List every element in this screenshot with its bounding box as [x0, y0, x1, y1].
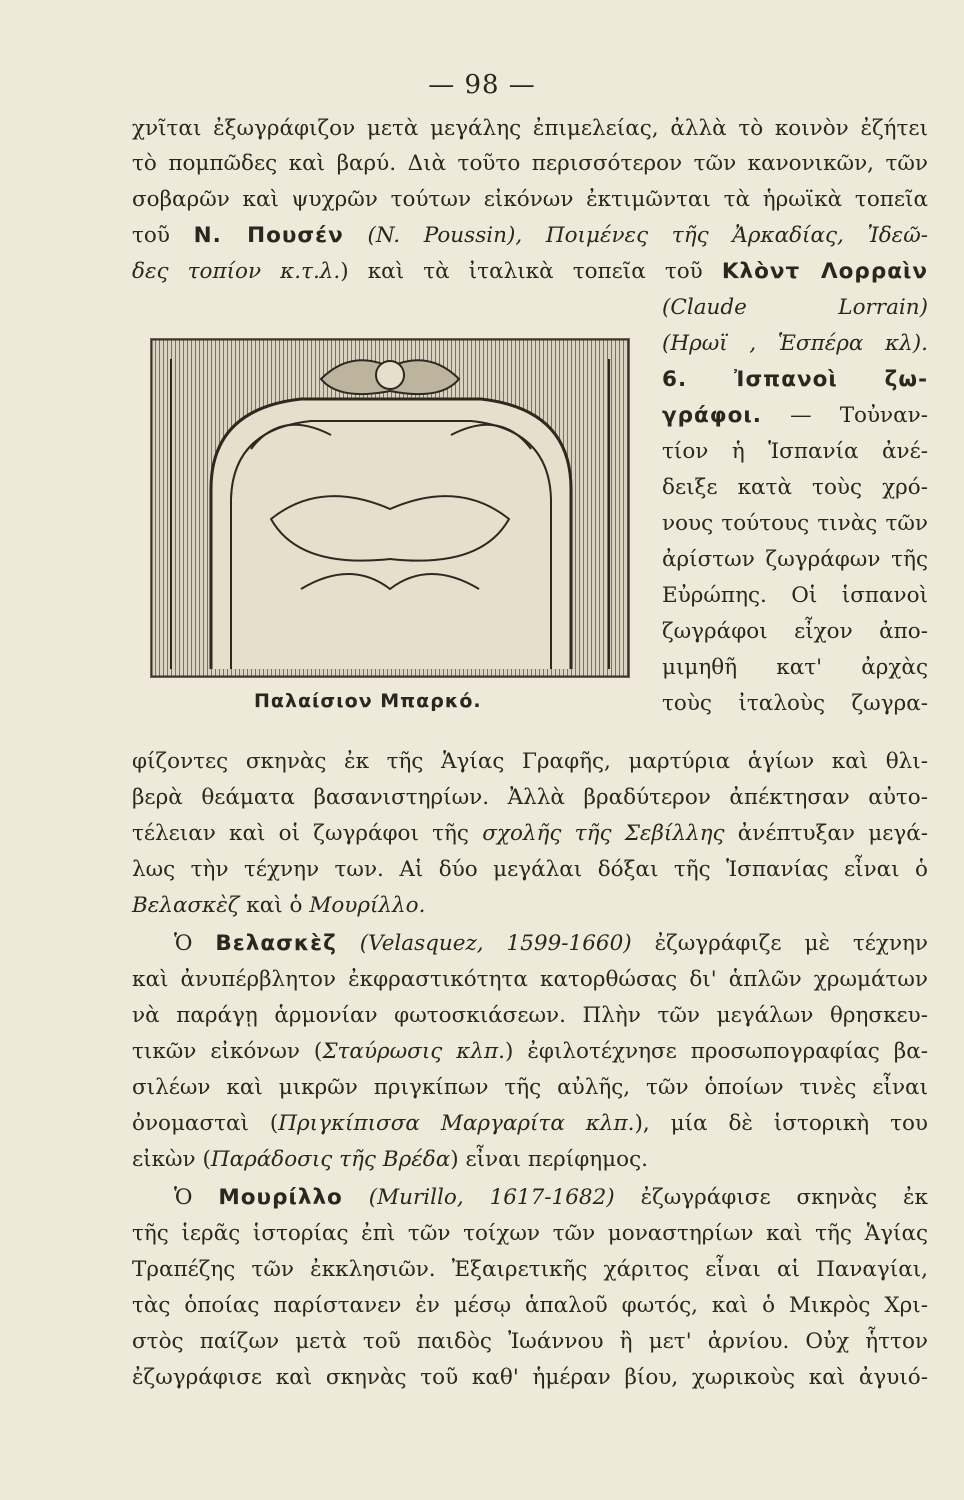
figure-caption: Παλαίσιον Μπαρκό.: [254, 690, 482, 712]
text: τικῶν εἰκόνων (: [132, 1039, 323, 1064]
text-italic: δες τοπίον κ.τ.λ.: [132, 259, 341, 284]
text: ) καὶ τὰ ἰταλικὰ τοπεῖα τοῦ: [340, 259, 703, 284]
text-line: [132, 817, 928, 851]
text-line: τὸ πομπῶδες καὶ βαρύ. Διὰ τοῦτο περισσότερον τῶν κανονικῶν, τῶν: [132, 151, 928, 176]
text: ) ἐφιλοτέχνησε προσωπογραφίας βα-: [505, 1039, 928, 1064]
text-line: [132, 1143, 648, 1177]
name-bold: Ν. Πουσέν: [193, 223, 344, 248]
text: ἐζωγράφισε σκηνὰς ἐκ: [640, 1185, 928, 1210]
text-italic: Παράδοσις τῆς Βρέδα: [210, 1147, 451, 1172]
name-bold: Κλὸντ Λορραὶν: [721, 259, 929, 284]
text-line: δειξε κατὰ τοὺς χρό-: [662, 475, 928, 500]
text-line: καὶ ἀνυπέρβλητον ἐκφραστικότητα κατορθώσας δι' ἁπλῶν χρωμάτων: [132, 967, 928, 992]
text-line: [132, 219, 928, 253]
text: ἀνέπτυξαν μεγά-: [737, 821, 928, 846]
text-line: τοὺς ἰταλοὺς ζωγρα-: [662, 691, 928, 716]
text-line: χνῖται ἐξωγράφιζον μετὰ μεγάλης ἐπιμελείας, ἀλλὰ τὸ κοινὸν ἐζήτει: [132, 116, 928, 141]
text-italic: σχολῆς τῆς Σεβίλλης: [482, 821, 725, 846]
text-line: (Claude Lorrain): [662, 295, 928, 320]
text-line: [132, 1107, 928, 1141]
text-line: σιλέων καὶ μικρῶν πριγκίπων τῆς αὐλῆς, τῶν ὁποίων τινὲς εἶναι: [132, 1075, 928, 1100]
text-line: [662, 399, 928, 433]
text-line: ἐζωγράφισε καὶ σκηνὰς τοῦ καθ' ἡμέραν βίου, χωρικοὺς καὶ ἀγυιό-: [132, 1365, 928, 1390]
text-line: τίον ἡ Ἱσπανία ἀνέ-: [662, 439, 928, 464]
text-line: [174, 927, 928, 961]
text-line: στὸς παίζων μετὰ τοῦ παιδὸς Ἰωάννου ἢ μετ' ἀρνίου. Οὐχ ἧττον: [132, 1329, 928, 1354]
text-italic: (Velasquez, 1599-1660): [359, 931, 632, 956]
text-italic: Πριγκίπισσα Μαργαρίτα κλπ.: [278, 1111, 635, 1136]
text-line: σοβαρῶν καὶ ψυχρῶν τούτων εἰκόνων ἐκτιμῶνται τὰ ἡρωϊκὰ τοπεῖα: [132, 187, 928, 212]
text-italic: Μουρίλλο.: [309, 893, 426, 918]
text-line: Εὐρώπης. Οἱ ἱσπανοὶ: [662, 583, 928, 608]
name-bold: Μουρίλλο: [218, 1185, 343, 1210]
text-line: νὰ παράγῃ ἁρμονίαν φωτοσκιάσεων. Πλὴν τῶν μεγάλων θρησκευ-: [132, 1003, 928, 1028]
text-line: ζωγράφοι εἶχον ἀπο-: [662, 619, 928, 644]
text-line: (Ηρωϊ , Ἑσπέρα κλ).: [662, 331, 928, 356]
text-line: [132, 1035, 928, 1069]
text-line: [132, 889, 425, 923]
text: Ὁ: [174, 1185, 193, 1210]
text-line: τὰς ὁποίας παρίστανεν ἐν μέσῳ ἁπαλοῦ φωτός, καὶ ὁ Μικρὸς Χρι-: [132, 1293, 928, 1318]
section-heading: 6. Ἰσπανοὶ ζω-: [662, 367, 928, 392]
text-line: λως τὴν τέχνην των. Αἱ δύο μεγάλαι δόξαι τῆς Ἱσπανίας εἶναι ὁ: [132, 857, 928, 882]
text: τέλειαν καὶ οἱ ζωγράφοι τῆς: [132, 821, 469, 846]
text: τοῦ: [132, 223, 170, 248]
text: ὀνομασταὶ (: [132, 1111, 279, 1136]
text: ), μία δὲ ἱστορικὴ του: [634, 1111, 928, 1136]
text: ἐζωγράφιζε μὲ τέχνην: [654, 931, 928, 956]
ornate-frame-drawing: [151, 339, 629, 677]
text-italic: (Murillo, 1617-1682): [368, 1185, 615, 1210]
text-line: τῆς ἱερᾶς ἱστορίας ἐπὶ τῶν τοίχων τῶν μοναστηρίων καὶ τῆς Ἁγίας: [132, 1221, 928, 1246]
text-line: βερὰ θεάματα βασανιστηρίων. Ἀλλὰ βραδύτερον ἀπέκτησαν αὐτο-: [132, 785, 928, 810]
section-heading: γράφοι.: [662, 403, 762, 428]
text: ) εἶναι περίφημος.: [450, 1147, 648, 1172]
text-line: [174, 1181, 928, 1215]
text-line: φίζοντες σκηνὰς ἐκ τῆς Ἁγίας Γραφῆς, μαρτύρια ἁγίων καὶ θλι-: [132, 749, 928, 774]
text: — Τοὐναν-: [790, 403, 928, 428]
text-line: [132, 255, 928, 289]
text-italic: Σταύρωσις κλπ.: [322, 1039, 505, 1064]
text: Ὁ: [174, 931, 193, 956]
text-italic: (N. Poussin), Ποιμένες τῆς Ἀρκαδίας, Ἰδεῶ-: [367, 223, 929, 248]
page-number: — 98 —: [428, 70, 536, 100]
text-line: ἀρίστων ζωγράφων τῆς: [662, 547, 928, 572]
text-line: μιμηθῆ κατ' ἀρχὰς: [662, 655, 928, 680]
text-italic: Βελασκὲζ: [132, 893, 240, 918]
text: εἰκὼν (: [132, 1147, 211, 1172]
text-line: νους τούτους τινὰς τῶν: [662, 511, 928, 536]
frame-illustration: [150, 338, 630, 678]
name-bold: Βελασκὲζ: [215, 931, 337, 956]
text-line: Τραπέζης τῶν ἐκκλησιῶν. Ἐξαιρετικῆς χάριτος εἶναι αἱ Παναγίαι,: [132, 1257, 928, 1282]
text: καὶ ὁ: [246, 893, 303, 918]
